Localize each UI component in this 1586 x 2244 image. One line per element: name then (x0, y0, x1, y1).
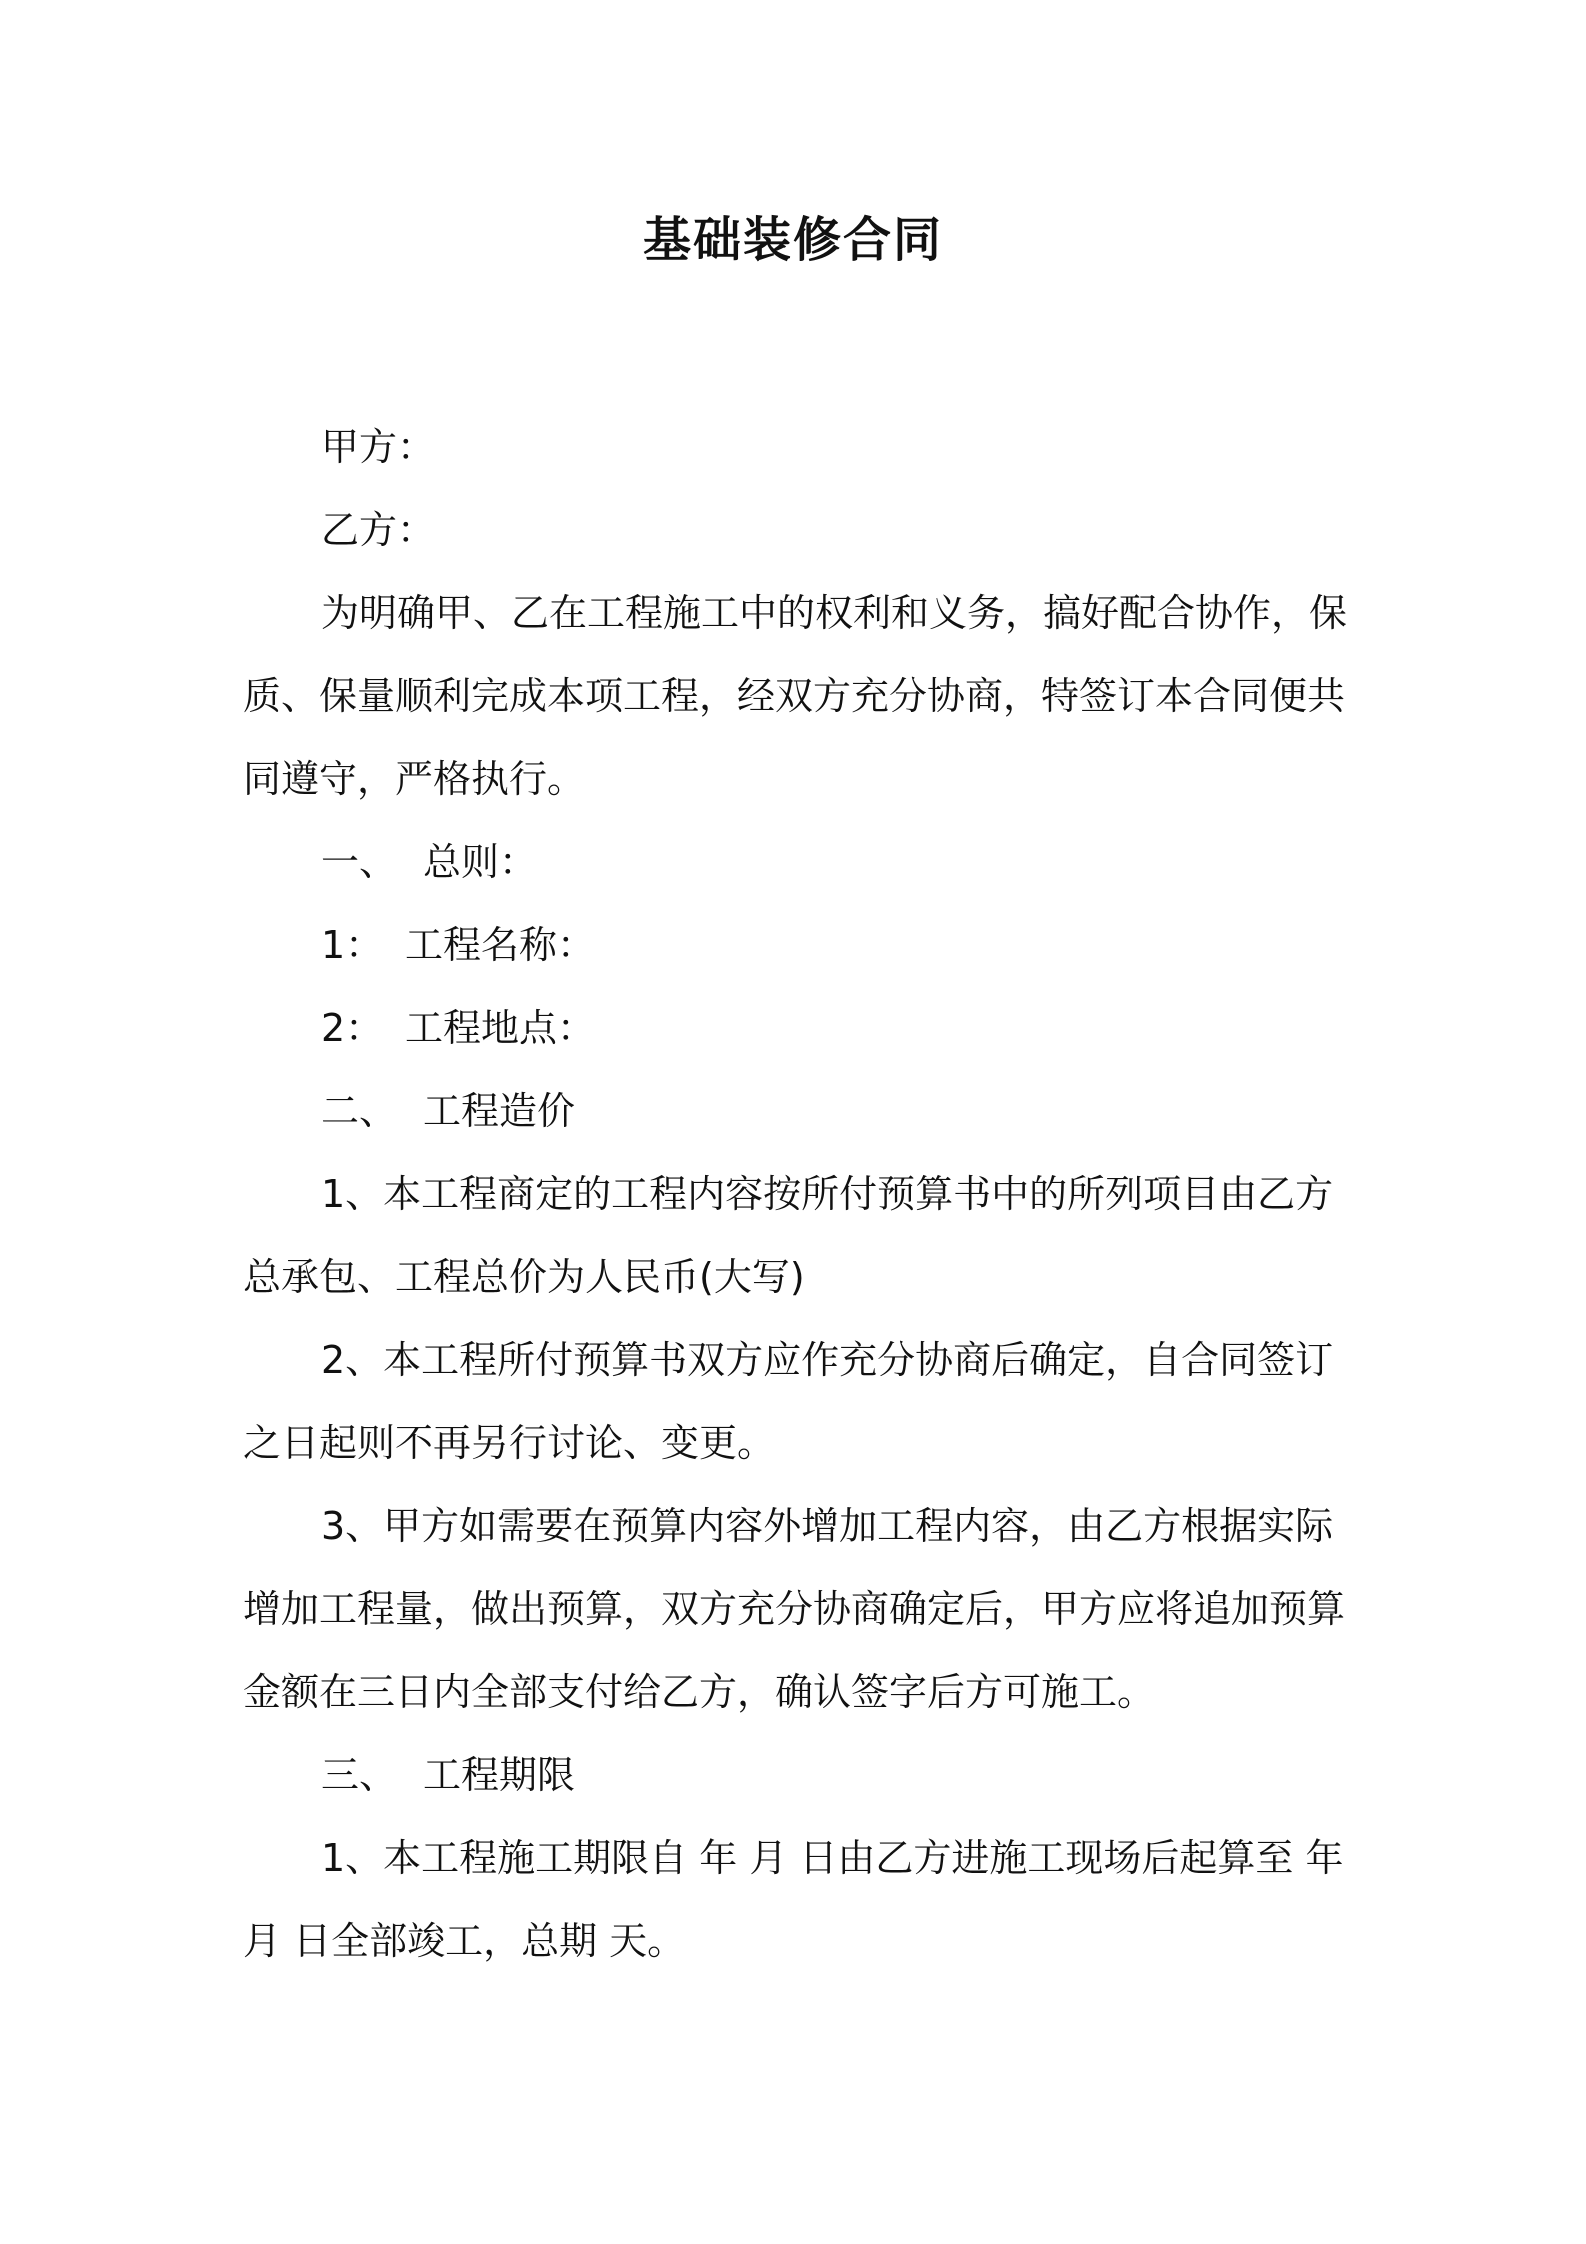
document-title: 基础装修合同 (642, 212, 943, 268)
section-3-heading (243, 1734, 1363, 1817)
section-title: 工程造价 (423, 1089, 576, 1133)
item-number: 1： (321, 923, 384, 967)
section-1-heading (243, 821, 1363, 904)
section-2-paragraph-1: 1、本工程商定的工程内容按所付预算书中的所列项目由乙方总承包、工程总价为人民币(大写) (243, 1172, 1334, 1299)
item-text: 工程地点： (405, 1006, 596, 1050)
section-2-heading (243, 1070, 1363, 1153)
document-body (243, 406, 1363, 1983)
party-b-line: 乙方： (321, 508, 436, 552)
section-1-item-1 (243, 904, 1363, 987)
section-title: 工程期限 (423, 1753, 576, 1797)
section-1-item-2 (243, 987, 1363, 1070)
intro-paragraph: 为明确甲、乙在工程施工中的权利和义务，搞好配合协作，保质、保量顺利完成本项工程，经双方充分协商，特签订本合同便共同遵守，严格执行。 (243, 591, 1348, 801)
party-a-line: 甲方： (321, 425, 436, 469)
section-2-paragraph-2: 2、本工程所付预算书双方应作充分协商后确定，自合同签订之日起则不再另行讨论、变更。 (243, 1338, 1334, 1465)
section-title: 总则： (423, 840, 538, 884)
section-2-paragraph-3: 3、甲方如需要在预算内容外增加工程内容，由乙方根据实际增加工程量，做出预算，双方充分协商确定后，甲方应将追加预算金额在三日内全部支付给乙方，确认签字后方可施工。 (243, 1504, 1346, 1714)
section-3-paragraph-1: 1、本工程施工期限自 年 月 日由乙方进施工现场后起算至 年 月 日全部竣工，总期 天。 (243, 1836, 1344, 1963)
item-number: 2： (321, 1006, 384, 1050)
section-number: 一、 (321, 840, 398, 884)
section-number: 三、 (321, 1753, 398, 1797)
item-text: 工程名称： (405, 923, 596, 967)
section-number: 二、 (321, 1089, 398, 1133)
